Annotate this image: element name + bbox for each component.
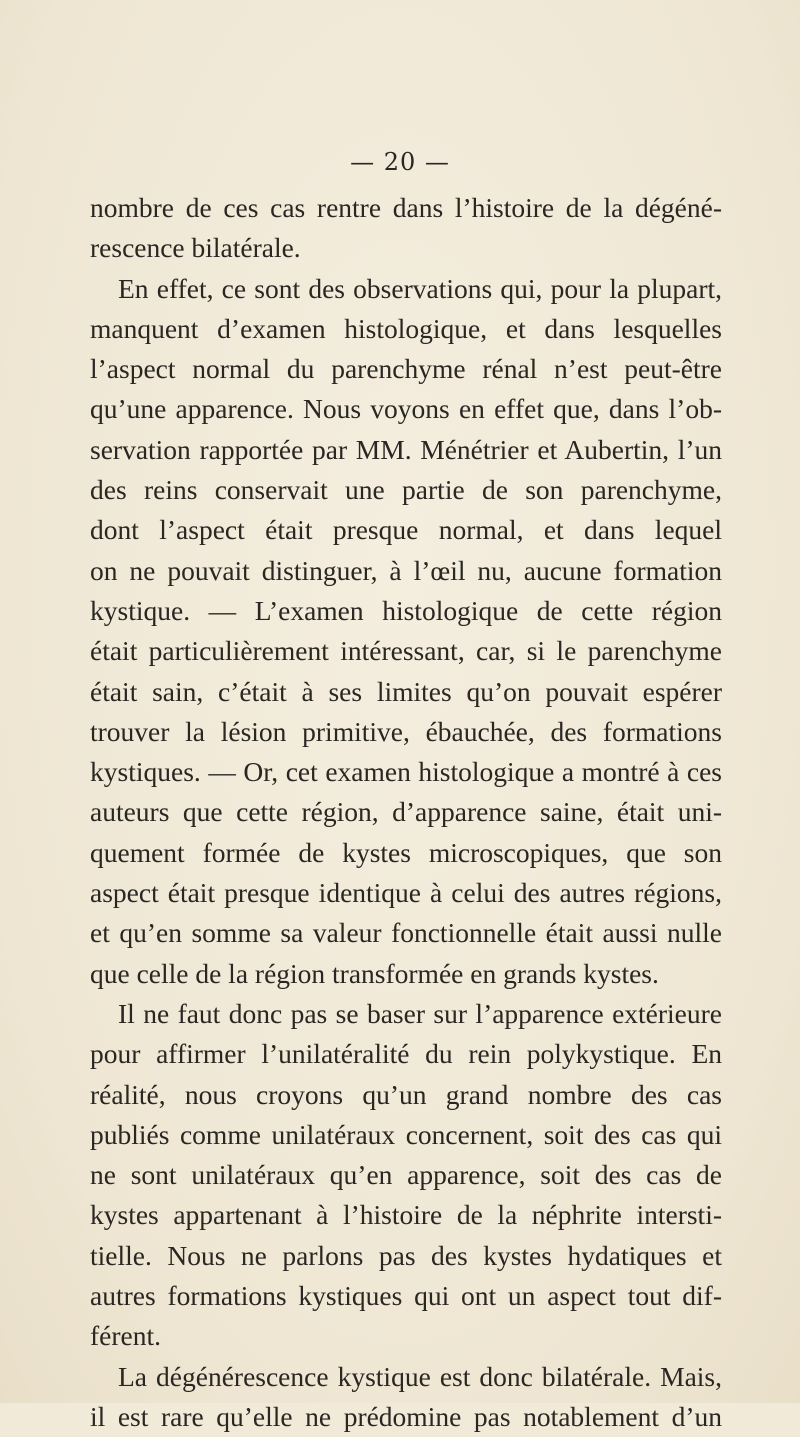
text-line: autres formations kystiques qui ont un aspect tout dif- (90, 1280, 722, 1312)
text-line: on ne pouvait distinguer, à l’œil nu, aucune formation (90, 554, 722, 586)
text-line: nombre de ces cas rentre dans l’histoire de la dégéné- (90, 192, 722, 223)
text-line: pour affirmer l’unilatéralité du rein polykystique. En (90, 1038, 722, 1070)
text-line: qu’une apparence. Nous voyons en effet que, dans l’ob- (90, 393, 722, 425)
text-line: était sain, c’était à ses limites qu’on pouvait espérer (90, 675, 722, 707)
text-line: férent. (90, 1320, 161, 1352)
text-line: des reins conservait une partie de son parenchyme, (90, 474, 722, 506)
text-line: dont l’aspect était presque normal, et dans lequel (90, 514, 722, 546)
text-line: l’aspect normal du parenchyme rénal n’est peut-être (90, 353, 722, 385)
text-line: aspect était presque identique à celui des autres régions, (90, 877, 722, 909)
text-line: kystes appartenant à l’histoire de la néphrite intersti- (90, 1199, 722, 1231)
text-line: servation rapportée par MM. Ménétrier et Aubertin, l’un (90, 433, 722, 465)
text-line: Il ne faut donc pas se baser sur l’apparence extérieure (118, 997, 722, 1029)
text-line: et qu’en somme sa valeur fonctionnelle était aussi nulle (90, 917, 722, 949)
text-line: La dégénérescence kystique est donc bilatérale. Mais, (118, 1360, 722, 1392)
text-line: était particulièrement intéressant, car, si le parenchyme (90, 635, 722, 667)
text-line: manquent d’examen histologique, et dans lesquelles (90, 312, 722, 344)
text-line: quement formée de kystes microscopiques, que son (90, 836, 722, 868)
text-line: rescence bilatérale. (90, 232, 301, 264)
text-line: auteurs que cette région, d’apparence saine, était uni- (90, 796, 722, 828)
text-line: réalité, nous croyons qu’un grand nombre des cas (90, 1078, 722, 1110)
body-text (90, 188, 722, 1437)
text-line: kystiques. — Or, cet examen histologique a montré à ces (90, 756, 722, 788)
text-line: ne sont unilatéraux qu’en apparence, soit des cas de (90, 1159, 722, 1191)
text-line: tielle. Nous ne parlons pas des kystes hydatiques et (90, 1239, 722, 1271)
text-line: que celle de la région transformée en grands kystes. (90, 957, 659, 989)
text-line: trouver la lésion primitive, ébauchée, des formations (90, 715, 722, 747)
text-line: kystique. — L’examen histologique de cette région (90, 594, 722, 626)
text-line: publiés comme unilatéraux concernent, soit des cas qui (90, 1118, 722, 1150)
text-line: En effet, ce sont des observations qui, pour la plupart, (118, 272, 722, 304)
page-number: — 20 — (350, 148, 450, 176)
text-line: il est rare qu’elle ne prédomine pas notablement d’un (90, 1400, 722, 1432)
